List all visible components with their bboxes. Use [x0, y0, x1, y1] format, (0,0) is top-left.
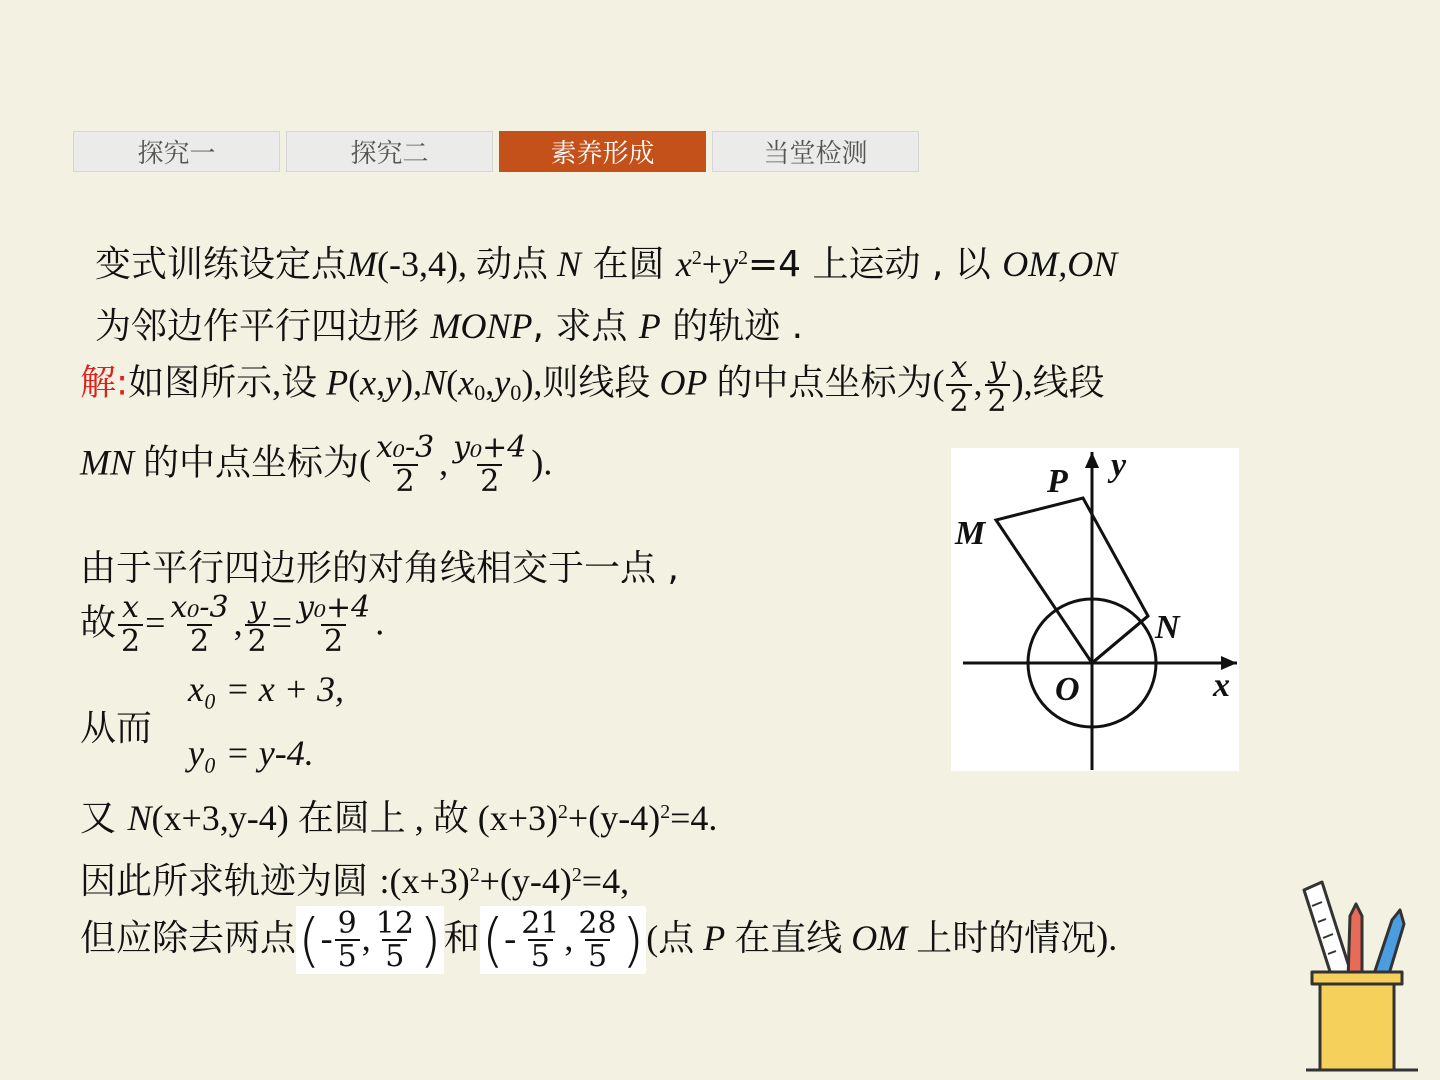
- label-P: P: [1047, 463, 1068, 500]
- tab-explore-1[interactable]: 探究一: [73, 131, 280, 172]
- solution-line-3: 由于平行四边形的对角线相交于一点 ,: [80, 548, 679, 589]
- problem-line-2: 为邻边作平行四边形 MONP, 求点 P 的轨迹 .: [95, 306, 804, 347]
- solution-line-8: 但应除去两点(- $\frac{9}{5}$ , $\frac{12}{5}$ )和(- $\frac{21}{5}$ , $\frac{28}{5}$ )(点 P 在直线 OM 上时的情况).: [80, 905, 1118, 974]
- section-tabs: [73, 131, 919, 172]
- parallelogram-figure: [951, 448, 1239, 771]
- solution-line-1: 解:如图所示,设 $P(x,y),N(x_0,y_0)$,则线段 OP 的中点坐标为( $\frac{x}{2}$ , $\frac{y}{2}$ ),线段: [80, 350, 1105, 419]
- label-O: O: [1055, 671, 1080, 708]
- solution-line-2: MN 的中点坐标为( $\frac{\text{x₀-3}}{2}$ , $\frac{\text{y₀+4}}{2}$ ).: [80, 430, 553, 499]
- solution-line-4: 故 $\frac{x}{2}$ = $\frac{\text{x₀-3}}{2}$ , $\frac{y}{2}$ = $\frac{\text{y₀+4}}{2}$ .: [80, 590, 385, 659]
- solution-line-7: 因此所求轨迹为圆 $:(x+3)^2+(y-4)^2=4$,: [80, 861, 630, 902]
- solution-line-5: 从而: [80, 708, 153, 749]
- pencil-cup-decoration: [1296, 876, 1426, 1076]
- problem-line-1: 变式训练设定点M(-3,4), 动点 N 在圆 $x^2+y^2=4$ 上运动 , 以 OM,ON: [95, 244, 1118, 285]
- tab-explore-2[interactable]: 探究二: [286, 131, 493, 172]
- label-M: M: [955, 515, 986, 552]
- tab-literacy[interactable]: 素养形成: [499, 131, 706, 172]
- solution-line-6: 又 N(x+3,y-4) 在圆上 , 故 $(x+3)^2+(y-4)^2=4$.: [80, 798, 718, 839]
- tab-check[interactable]: 当堂检测: [712, 131, 919, 172]
- system-eq-1: x₀ = x + 3,: [188, 669, 345, 709]
- label-y: y: [1111, 448, 1127, 484]
- label-N: N: [1155, 609, 1180, 646]
- solution-label: 解:: [80, 362, 129, 404]
- system-eq-2: y₀ = y-4.: [188, 733, 314, 773]
- label-x: x: [1213, 667, 1230, 704]
